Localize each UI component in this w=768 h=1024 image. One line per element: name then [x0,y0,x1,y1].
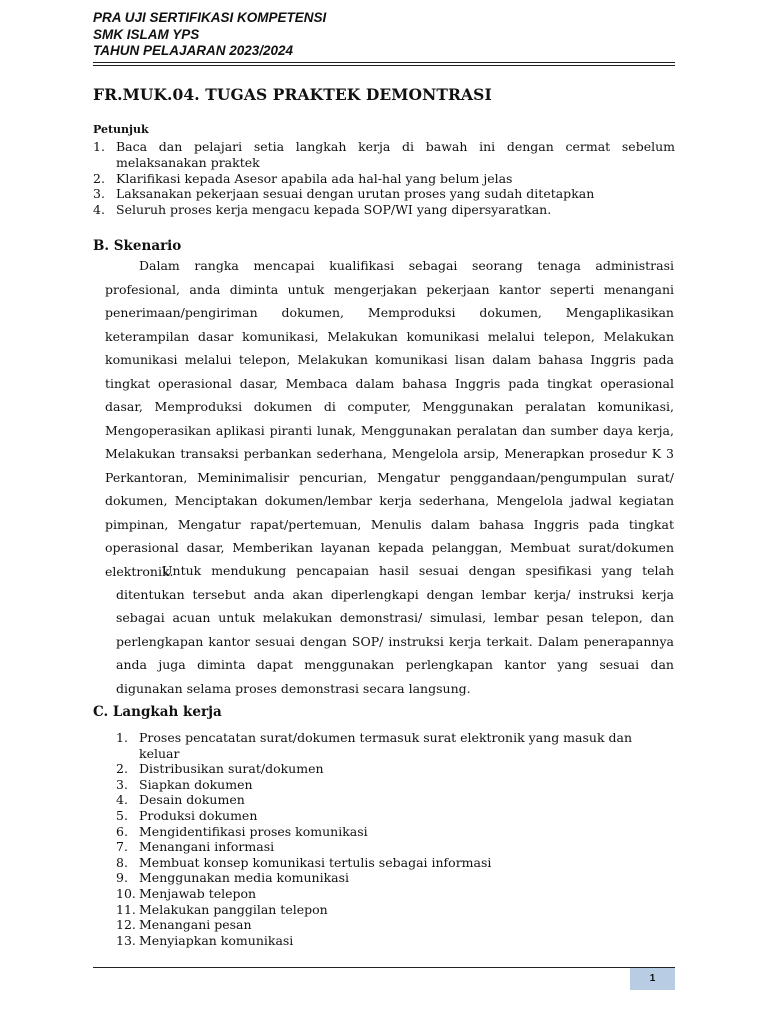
list-item [116,933,674,949]
footer-divider [93,967,675,968]
list-item-number: 3. [93,186,105,202]
page-number: 1 [630,968,675,990]
list-item [116,730,674,761]
petunjuk-list [93,139,675,218]
list-item-text: Mengidentifikasi proses komunikasi [139,823,368,839]
list-item-number: 2. [116,761,128,777]
list-item-text: Distribusikan surat/dokumen [139,761,324,777]
list-item [116,824,674,840]
list-item-text: Klarifikasi kepada Asesor apabila ada hal-hal yang belum jelas [116,170,513,186]
list-item [116,917,674,933]
list-item-text: Siapkan dokumen [139,776,253,792]
list-item [93,139,675,171]
list-item [93,202,675,218]
list-item-number: 9. [116,870,128,886]
list-item [116,808,674,824]
page-title: FR.MUK.04. TUGAS PRAKTEK DEMONTRASI [93,85,492,104]
list-item-text: Menyiapkan komunikasi [139,932,294,948]
list-item-number: 4. [93,202,105,218]
list-item-number: 1. [116,730,128,745]
list-item-number: 10. [116,885,136,901]
list-item-text: Desain dokumen [139,792,245,808]
list-item-text: Menjawab telepon [139,885,257,901]
list-item-number: 12. [116,917,136,933]
section-heading-langkah-kerja: C. Langkah kerja [93,704,222,720]
header-line-1: PRA UJI SERTIFIKASI KOMPETENSI [93,10,327,25]
list-item-text: Menangani pesan [139,917,252,933]
list-item [116,902,674,918]
list-item [116,870,674,886]
header-divider [93,62,675,66]
list-item-number: 11. [116,901,136,917]
list-item [116,792,674,808]
list-item-text: Menangani informasi [139,839,275,855]
list-item-number: 3. [116,776,128,792]
header-line-2: SMK ISLAM YPS [93,26,200,42]
list-item-number: 2. [93,170,105,186]
list-item-number: 7. [116,839,128,855]
petunjuk-label: Petunjuk [93,123,149,136]
header-line-3: TAHUN PELAJARAN 2023/2024 [93,43,294,58]
list-item [116,839,674,855]
list-item-text: Membuat konsep komunikasi tertulis sebagai informasi [139,854,492,870]
list-item-text: Menggunakan media komunikasi [139,870,350,886]
list-item [93,186,675,202]
list-item-number: 1. [93,139,105,154]
list-item-number: 13. [116,932,136,948]
document-header [93,10,675,60]
skenario-paragraph-1: Dalam rangka mencapai kualifikasi sebagai seorang tenaga administrasi profesional, anda diminta untuk mengerjakan pekerjaan kantor seperti menangani penerimaan/pengiriman dokumen, Memproduksi dokumen, Mengaplikasikan keterampilan dasar komunikasi, Melakukan komunikasi melalui telepon, Melakukan komunikasi melalui telepon, Melakukan komunikasi lisan dalam bahasa Inggris pada tingkat operasional dasar, Membaca dalam bahasa Inggris pada tingkat operasional dasar, Memproduksi dokumen di computer, Menggunakan peralatan komunikasi, Mengoperasikan aplikasi piranti lunak, Menggunakan peralatan dan sumber daya kerja, Melakukan transaksi perbankan sederhana, Mengelola arsip, Menerapkan prosedur K 3 Perkantoran, Meminimalisir pencurian, Mengatur penggandaan/pengumpulan surat/ dokumen, Menciptakan dokumen/lembar kerja sederhana, Mengelola jadwal kegiatan pimpinan, Mengatur rapat/pertemuan, Menulis dalam bahasa Inggris pada tingkat operasional dasar, Memberikan layanan kepada pelanggan, Membuat surat/dokumen elektronik. [105,258,674,579]
list-item [116,777,674,793]
list-item [116,855,674,871]
list-item-number: 4. [116,792,128,808]
list-item-text: Proses pencatatan surat/dokumen termasuk surat elektronik yang masuk dan keluar [139,730,632,761]
list-item [93,171,675,187]
list-item-number: 8. [116,854,128,870]
list-item [116,886,674,902]
list-item-text: Melakukan panggilan telepon [139,901,328,917]
list-item-text: Baca dan pelajari setia langkah kerja di bawah ini dengan cermat sebelum melaksanakan praktek [116,139,675,170]
list-item-text: Produksi dokumen [139,807,258,823]
skenario-paragraph-2: Untuk mendukung pencapaian hasil sesuai dengan spesifikasi yang telah ditentukan tersebut anda akan diperlengkapi dengan lembar kerja/ instruksi kerja sebagai acuan untuk melakukan demonstrasi/ simulasi, lembar pesan telepon, dan perlengkapan kantor sesuai dengan SOP/ instruksi kerja terkait. Dalam penerapannya anda juga diminta dapat menggunakan perlengkapan kantor yang sesuai dan digunakan selama proses demonstrasi secara langsung. [116,563,674,696]
langkah-kerja-list [116,730,674,948]
list-item-text: Seluruh proses kerja mengacu kepada SOP/WI yang dipersyaratkan. [116,202,552,218]
section-heading-skenario: B. Skenario [93,238,182,254]
list-item-number: 6. [116,823,128,839]
list-item-number: 5. [116,807,128,823]
list-item [116,761,674,777]
list-item-text: Laksanakan pekerjaan sesuai dengan urutan proses yang sudah ditetapkan [116,186,595,202]
